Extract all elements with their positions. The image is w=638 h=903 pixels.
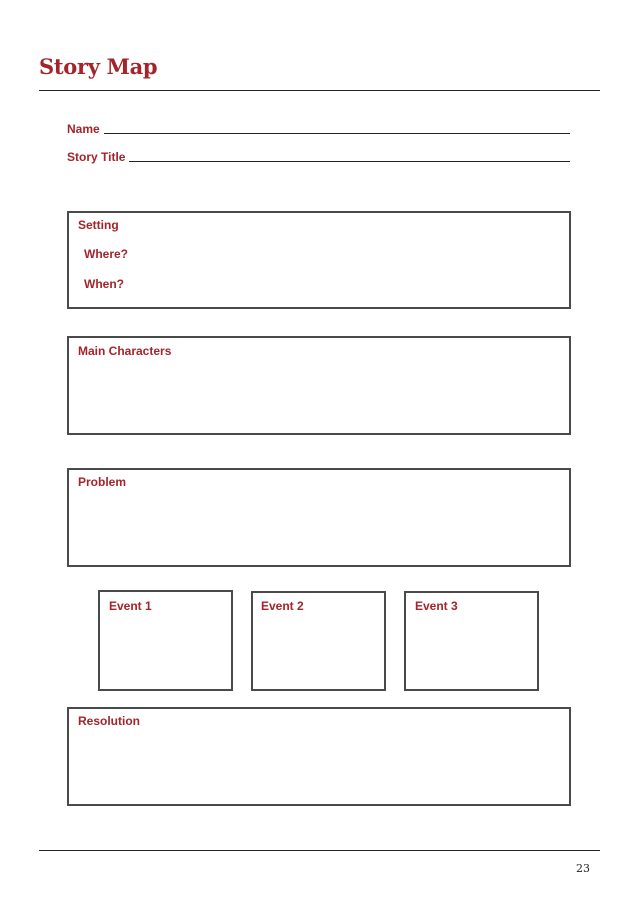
main-characters-box[interactable]: [67, 336, 571, 435]
event-2-label: Event 2: [261, 599, 304, 613]
story-title-label: Story Title: [67, 150, 126, 164]
main-characters-label: Main Characters: [78, 344, 172, 358]
event-2-box[interactable]: [251, 591, 386, 691]
problem-label: Problem: [78, 475, 127, 489]
page-title: Story Map: [39, 54, 158, 79]
resolution-box[interactable]: [67, 707, 571, 806]
event-3-box[interactable]: [404, 591, 539, 691]
setting-box[interactable]: [67, 211, 571, 309]
when-label: When?: [84, 277, 124, 291]
footer-divider: [39, 850, 600, 851]
story-title-input-line[interactable]: [129, 149, 570, 162]
name-input-line[interactable]: [104, 121, 570, 134]
page-number: 23: [576, 862, 590, 875]
resolution-label: Resolution: [78, 714, 140, 728]
name-field[interactable]: [67, 121, 570, 136]
name-label: Name: [67, 122, 100, 136]
event-3-label: Event 3: [415, 599, 458, 613]
event-1-label: Event 1: [109, 599, 152, 613]
problem-box[interactable]: [67, 468, 571, 567]
event-1-box[interactable]: [98, 590, 233, 691]
setting-label: Setting: [78, 218, 119, 232]
story-title-field[interactable]: [67, 149, 570, 164]
header-divider: [39, 90, 600, 91]
where-label: Where?: [84, 247, 129, 261]
